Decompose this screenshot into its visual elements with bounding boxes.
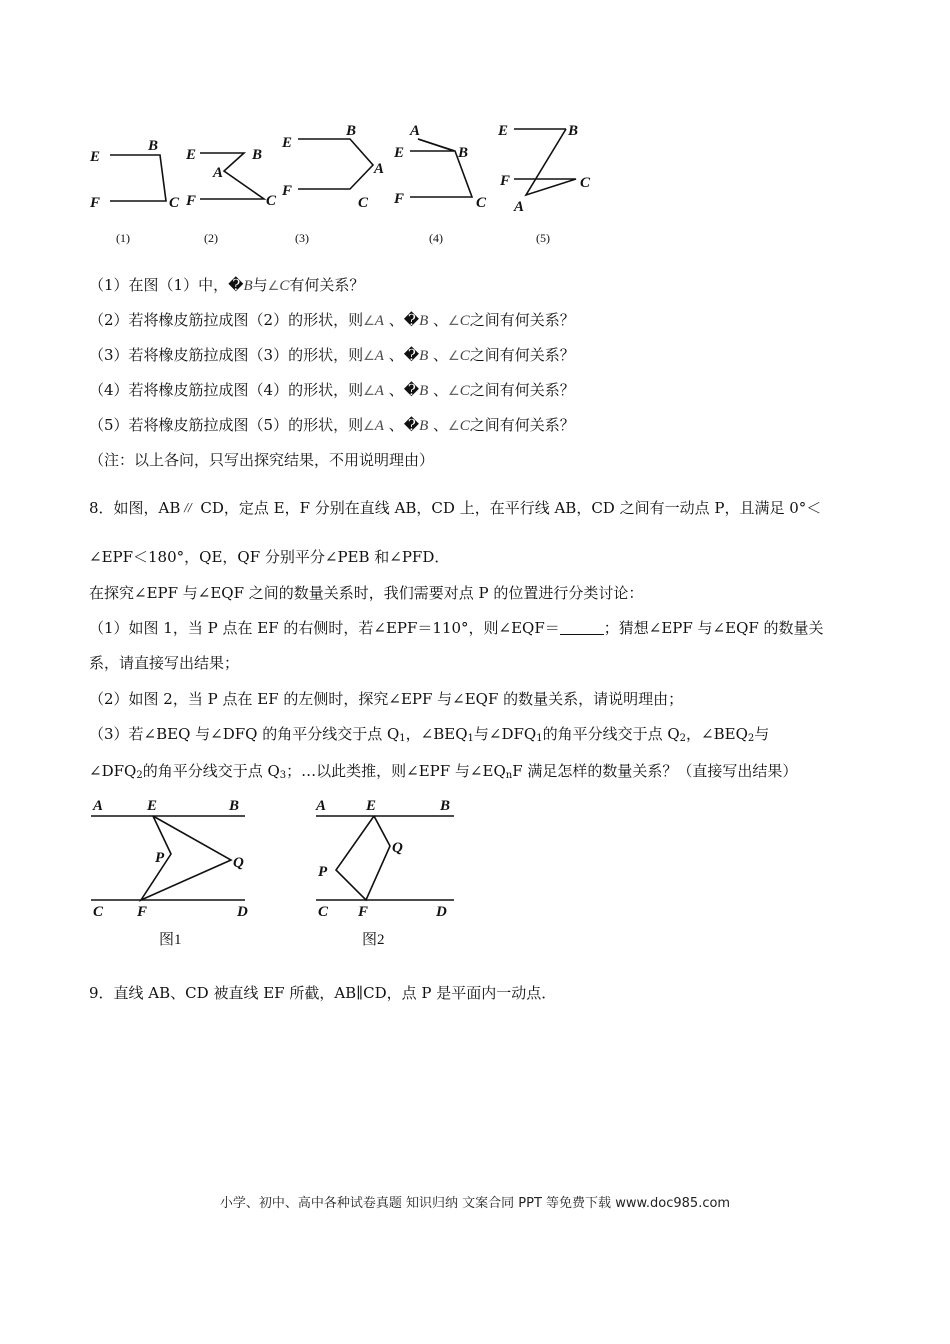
label-A: A <box>410 123 421 139</box>
label-C: C <box>169 195 180 211</box>
label-B: B <box>568 123 579 139</box>
label-D: D <box>237 904 248 920</box>
answer-blank[interactable] <box>560 618 604 635</box>
figure-4 <box>393 123 487 245</box>
label-C: C <box>266 193 277 209</box>
label-C: C <box>318 904 329 920</box>
label-E: E <box>147 798 158 814</box>
q7-item-3: （3）若将橡皮筋拉成图（3）的形状，则∠A 、�B 、∠C之间有何关系？ <box>89 346 575 364</box>
q9-line-1: 9．直线 AB、CD 被直线 EF 所截，AB∥CD，点 P 是平面内一动点． <box>89 984 557 1002</box>
label-E: E <box>366 798 377 814</box>
label-B: B <box>148 138 159 154</box>
label-F: F <box>358 904 369 920</box>
q8-line-4: （1）如图 1，当 P 点在 EF 的右侧时，若∠EPF＝110°，则∠EQF＝ ；猜想∠EPF 与∠EQF 的数量关 <box>89 619 824 637</box>
label-Q: Q <box>392 840 403 856</box>
label-B: B <box>252 147 263 163</box>
caption-1: (1) <box>116 231 130 245</box>
q8-figure-2 <box>310 792 470 952</box>
label-A: A <box>514 199 525 215</box>
q8-line-7: （3）若∠BEQ 与∠DFQ 的角平分线交于点 $Q_1$，$\angle BEQ_1$与$\angle DFQ_1$的角平分线交于点 $Q_2$，$\angle BEQ_2$与 <box>89 725 770 744</box>
label-E: E <box>90 149 101 165</box>
fig2-caption: 图2 <box>362 932 385 948</box>
q7-item-5: （5）若将橡皮筋拉成图（5）的形状，则∠A 、�B 、∠C之间有何关系？ <box>89 416 575 434</box>
label-F: F <box>186 193 197 209</box>
fig1-caption: 图1 <box>159 932 182 948</box>
q7-item-1: （1）在图（1）中，�B与∠C有何关系？ <box>89 276 365 294</box>
q8-line-2: ∠EPF＜180°，QE，QF 分别平分∠PEB 和∠PFD． <box>89 548 450 566</box>
q8-figure-1 <box>85 792 265 952</box>
label-F: F <box>282 183 293 199</box>
q7-note: （注：以上各问，只写出探究结果，不用说明理由） <box>89 451 435 469</box>
label-E: E <box>498 123 509 139</box>
label-F: F <box>137 904 148 920</box>
label-C: C <box>476 195 487 211</box>
footer-text: 小学、初中、高中各种试卷真题 知识归纳 文案合同 PPT 等免费下载 www.doc985.com <box>219 1196 731 1211</box>
label-E: E <box>282 135 293 151</box>
label-E: E <box>186 147 197 163</box>
label-D: D <box>436 904 447 920</box>
q8-line-8: $\angle DFQ_2$的角平分线交于点 $Q_3$；…以此类推，则∠EPF 与$\angle EQ_nF$ 满足怎样的数量关系？（直接写出结果） <box>89 762 798 781</box>
q8-line-6: （2）如图 2，当 P 点在 EF 的左侧时，探究∠EPF 与∠EQF 的数量关系，请说明理由； <box>89 690 684 708</box>
label-C: C <box>580 175 591 191</box>
label-A: A <box>213 165 224 181</box>
label-B: B <box>440 798 451 814</box>
label-B: B <box>458 145 469 161</box>
label-F: F <box>90 195 101 211</box>
caption-4: (4) <box>429 231 443 245</box>
label-A: A <box>374 161 385 177</box>
label-Q: Q <box>233 855 244 871</box>
label-A: A <box>93 798 104 814</box>
q8-line-5: 系，请直接写出结果； <box>89 654 240 672</box>
q8-line-1: 8．如图，AB // CD，定点 E，F 分别在直线 AB，CD 上，在平行线 AB，CD 之间有一动点 P，且满足 0°＜ <box>89 499 822 517</box>
q8-line-3: 在探究∠EPF 与∠EQF 之间的数量关系时，我们需要对点 P 的位置进行分类讨论： <box>89 584 644 602</box>
label-B: B <box>229 798 240 814</box>
figure-5 <box>497 123 591 245</box>
caption-2: (2) <box>204 231 218 245</box>
caption-5: (5) <box>536 231 550 245</box>
q7-item-4: （4）若将橡皮筋拉成图（4）的形状，则∠A 、�B 、∠C之间有何关系？ <box>89 381 575 399</box>
q7-item-2: （2）若将橡皮筋拉成图（2）的形状，则∠A 、�B 、∠C之间有何关系？ <box>89 311 575 329</box>
label-B: B <box>346 123 357 139</box>
caption-3: (3) <box>295 231 309 245</box>
figure-2 <box>185 147 277 245</box>
label-A: A <box>316 798 327 814</box>
label-E: E <box>394 145 405 161</box>
rubber-band-figures <box>80 115 610 250</box>
label-C: C <box>93 904 104 920</box>
missing-glyph: � <box>228 276 244 294</box>
label-P: P <box>318 864 328 880</box>
figure-1 <box>89 138 180 245</box>
label-F: F <box>394 191 405 207</box>
figure-3 <box>281 123 384 245</box>
label-F: F <box>500 173 511 189</box>
label-C: C <box>358 195 369 211</box>
label-P: P <box>155 850 165 866</box>
